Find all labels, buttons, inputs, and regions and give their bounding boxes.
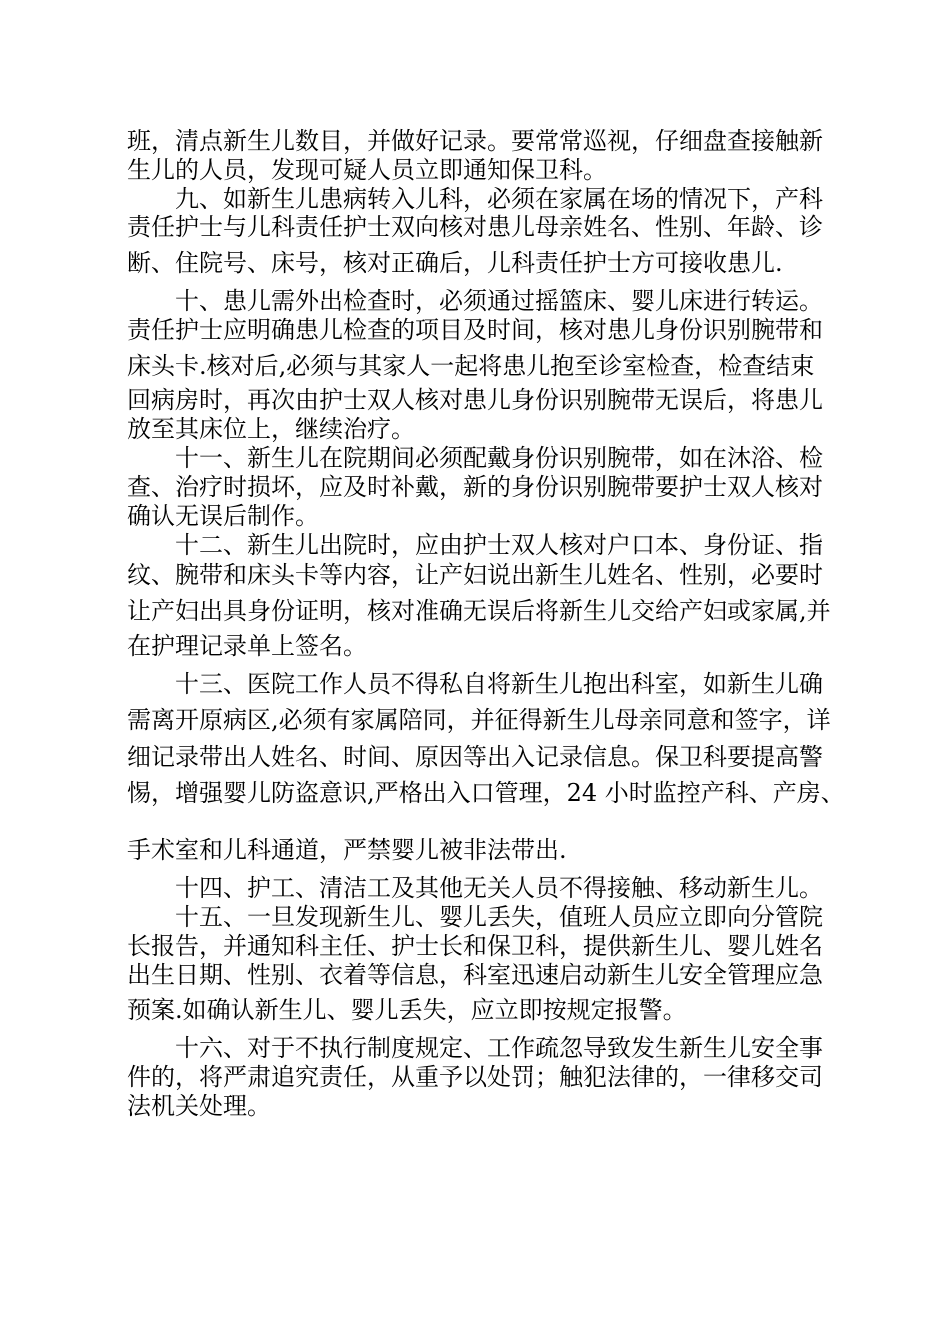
paragraph-line: 十一、新生儿在院期间必须配戴身份识别腕带，如在沐浴、检 (175, 444, 823, 472)
paragraph-line: 件的，将严肃追究责任，从重予以处罚；触犯法律的，一律移交司 (127, 1063, 823, 1091)
paragraph-line: 回病房时，再次由护士双人核对患儿身份识别腕带无误后，将患儿 (127, 386, 823, 414)
paragraph-line: 十五、一旦发现新生儿、婴儿丢失，值班人员应立即向分管院 (175, 903, 823, 931)
paragraph-line: 需离开原病区,必须有家属陪同，并征得新生儿母亲同意和签字，详 (127, 706, 831, 734)
paragraph-line: 十三、医院工作人员不得私自将新生儿抱出科室，如新生儿确 (175, 670, 823, 698)
paragraph-line: 床头卡.核对后,必须与其家人一起将患儿抱至诊室检查，检查结束 (127, 352, 815, 380)
paragraph-line: 断、住院号、床号，核对正确后，儿科责任护士方可接收患儿. (127, 249, 783, 277)
paragraph-line: 生儿的人员，发现可疑人员立即通知保卫科。 (127, 156, 607, 184)
paragraph-line: 惕，增强婴儿防盗意识,严格出入口管理，24 小时监控产科、产房、 (127, 779, 845, 807)
paragraph-line: 查、治疗时损坏，应及时补戴，新的身份识别腕带要护士双人核对 (127, 473, 823, 501)
paragraph-line: 手术室和儿科通道，严禁婴儿被非法带出. (127, 836, 567, 864)
paragraph-line: 责任护士应明确患儿检查的项目及时间，核对患儿身份识别腕带和 (127, 316, 823, 344)
paragraph-line: 法机关处理。 (127, 1092, 271, 1120)
paragraph-line: 出生日期、性别、衣着等信息，科室迅速启动新生儿安全管理应急 (127, 961, 823, 989)
paragraph-line: 十四、护工、清洁工及其他无关人员不得接触、移动新生儿。 (175, 874, 823, 902)
paragraph-line: 责任护士与儿科责任护士双向核对患儿母亲姓名、性别、年龄、诊 (127, 213, 823, 241)
paragraph-line: 放至其床位上，继续治疗。 (127, 415, 415, 443)
paragraph-line: 十六、对于不执行制度规定、工作疏忽导致发生新生儿安全事 (175, 1034, 823, 1062)
paragraph-line: 纹、腕带和床头卡等内容，让产妇说出新生儿姓名、性别，必要时 (127, 561, 823, 589)
paragraph-line: 十、患儿需外出检查时，必须通过摇篮床、婴儿床进行转运。 (175, 287, 823, 315)
paragraph-line: 长报告，并通知科主任、护士长和保卫科，提供新生儿、婴儿姓名 (127, 932, 823, 960)
paragraph-line: 九、如新生儿患病转入儿科，必须在家属在场的情况下，产科 (175, 185, 823, 213)
paragraph-line: 十二、新生儿出院时，应由护士双人核对户口本、身份证、指 (175, 531, 823, 559)
paragraph-line: 在护理记录单上签名。 (127, 632, 367, 660)
paragraph-line: 细记录带出人姓名、时间、原因等出入记录信息。保卫科要提高警 (127, 743, 823, 771)
paragraph-line: 预案.如确认新生儿、婴儿丢失，应立即按规定报警。 (127, 996, 687, 1024)
paragraph-line: 班，清点新生儿数目，并做好记录。要常常巡视，仔细盘查接触新 (127, 127, 823, 155)
paragraph-line: 让产妇出具身份证明，核对准确无误后将新生儿交给产妇或家属,并 (127, 597, 831, 625)
paragraph-line: 确认无误后制作。 (127, 502, 319, 530)
